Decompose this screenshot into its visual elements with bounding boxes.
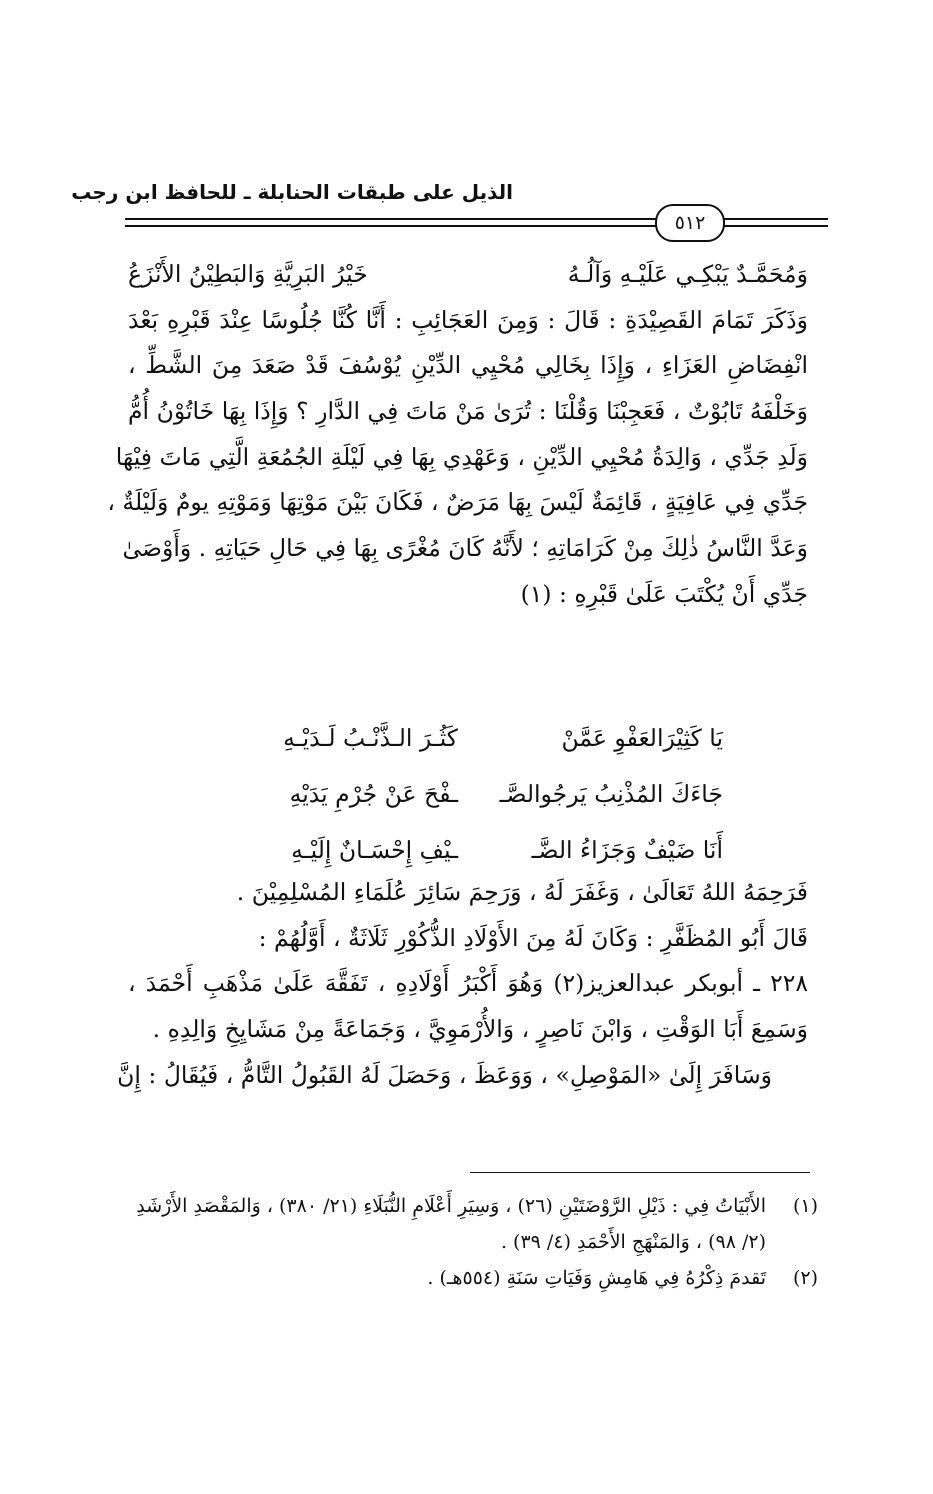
- hemistich-first: أَنَا ضَيْفٌ وَجَزَاءُ الضَّـ: [531, 836, 723, 864]
- hemistich-first: جَاءَكَ المُذْنِبُ يَرجُوالصَّـ: [499, 780, 723, 808]
- text-line: وَسَمِعَ أَبَا الوَقْتِ ، وَابْنَ نَاصِرٍ ، وَالأُرْمَوِيَّ ، وَجَمَاعَةً مِنْ مَشَايِخِ وَالِدِهِ .: [152, 1015, 808, 1044]
- verse-lead-right: وَمُحَمَّـدٌ يَبْكِـي عَلَيْـهِ وَآلُـهُ: [567, 260, 808, 288]
- main-text: [107, 252, 808, 618]
- verse-line: [248, 710, 723, 766]
- poem: [248, 710, 723, 878]
- footnotes: [128, 1188, 818, 1296]
- footnote: [128, 1260, 818, 1296]
- text-line: جَدِّي فِي عَافِيَةٍ ، قَائِمَةٌ لَيْسَ بِهَا مَرَضٌ ، فَكَانَ بَيْنَ مَوْتِهَا وَمَوْتِهِ يومٌ وَلَيْلَةٌ ،: [107, 488, 808, 517]
- text-line: انْفِضَاضِ العَزَاءِ ، وَإِذَا بِخَالِي مُحْيِي الدِّيْنِ يُوْسُفَ قَدْ صَعَدَ مِنَ الشَّطِّ ،: [128, 351, 808, 380]
- footnote: [128, 1188, 818, 1260]
- text-line: فَرَحِمَهُ اللهُ تَعَالَىٰ ، وَغَفَرَ لَهُ ، وَرَحِمَ سَائِرَ عُلَمَاءِ المُسْلِمِيْنَ .: [236, 878, 808, 906]
- main-text-continued: [117, 870, 808, 1098]
- verse-lead-left: خَيْرُ البَرِيَّةِ وَالبَطِيْنُ الأَنْزَعُ: [128, 260, 368, 288]
- text-line: وَخَلْفَهُ تَابُوْتٌ ، فَعَجِبْنَا وَقُلْنَا : تُرَىٰ مَنْ مَاتَ فِي الدَّارِ ؟ وَإِذَا بِهَا خَاتُوْنُ أُمُّ: [128, 397, 808, 426]
- footnote-line: الأَبْيَاتُ فِي : ذَيْلِ الرَّوْضَتَيْنِ (٢٦) ، وَسِيَرِ أَعْلَامِ النُّبَلَاءِ (٢١/ ٣٨٠) ، وَالمَقْصَدِ الأَرْشَدِ: [136, 1195, 766, 1217]
- text-line: وَعَدَّ النَّاسُ ذٰلِكَ مِنْ كَرَامَاتِهِ ؛ لأَنَّهُ كَانَ مُغْرًى بِهَا فِي حَالِ حَيَاتِهِ . وَأَوْصَىٰ: [122, 534, 808, 563]
- verse-lead: [128, 252, 808, 298]
- hemistich-first: يَا كَثِيْرَالعَفْوِ عَمَّنْ: [561, 724, 723, 752]
- running-title: الذيل على طبقات الحنابلة ـ للحافظ ابن رجب: [71, 180, 513, 204]
- text-line: وَسَافَرَ إِلَىٰ «المَوْصِلِ» ، وَوَعَظَ ، وَحَصَلَ لَهُ القَبُولُ التَّامُّ ، فَيُقَالُ : إِنَّ: [117, 1060, 772, 1089]
- footnote-number: (١): [792, 1195, 818, 1217]
- footnote-text: [128, 1260, 766, 1296]
- hemistich-second: كَثُـرَ الـذَّنْـبُ لَـدَيْـهِ: [283, 724, 458, 752]
- footnote-line: (٢/ ٩٨) ، وَالمَنْهَجِ الأَحْمَدِ (٤/ ٣٩) .: [500, 1231, 766, 1253]
- text-line: قَالَ أَبُو المُظَفَّرِ : وَكَانَ لَهُ مِنَ الأَوْلَادِ الذُّكُوْرِ ثَلَاثَةٌ ، أَوَّلُهُمْ :: [258, 923, 808, 952]
- text-line: وَذَكَرَ تَمَامَ القَصِيْدَةِ : قَالَ : وَمِنَ العَجَائِبِ : أَنَّا كُنَّا جُلُوسًا عِنْدَ قَبْرِهِ بَعْدَ: [128, 305, 808, 334]
- hemistich-second: ـفْحَ عَنْ جُرْمِ يَدَيْهِ: [289, 780, 458, 808]
- footnote-line: تَقدمَ ذِكْرُهُ فِي هَامِشِ وَفَيَاتِ سَنَةِ (٥٥٤هـ) .: [427, 1267, 766, 1289]
- text-line: وَلَدِ جَدِّي ، وَالِدَةُ مُحْيِي الدِّيْنِ ، وَعَهْدِي بِهَا فِي لَيْلَةِ الجُمُعَةِ الَّتِي مَاتَ فِيْهَا: [115, 442, 808, 471]
- hemistich-second: ـيْفِ إِحْسَـانٌ إِلَيْـهِ: [291, 836, 458, 864]
- footnote-number: (٢): [792, 1267, 818, 1289]
- footnote-text: [128, 1188, 766, 1260]
- footnote-separator: [470, 1172, 810, 1173]
- entry-heading-line: ٢٢٨ ـ أبوبكر عبدالعزيز(٢) وَهُوَ أَكْبَرُ أَوْلَادِهِ ، تَفَقَّهَ عَلَىٰ مَذْهَبِ أَحْمَدَ ،: [128, 969, 808, 998]
- verse-line: [248, 766, 723, 822]
- page-number: ٥١٢: [655, 204, 725, 242]
- text-line: جَدِّي أَنْ يُكْتَبَ عَلَىٰ قَبْرِهِ : (١): [520, 579, 808, 608]
